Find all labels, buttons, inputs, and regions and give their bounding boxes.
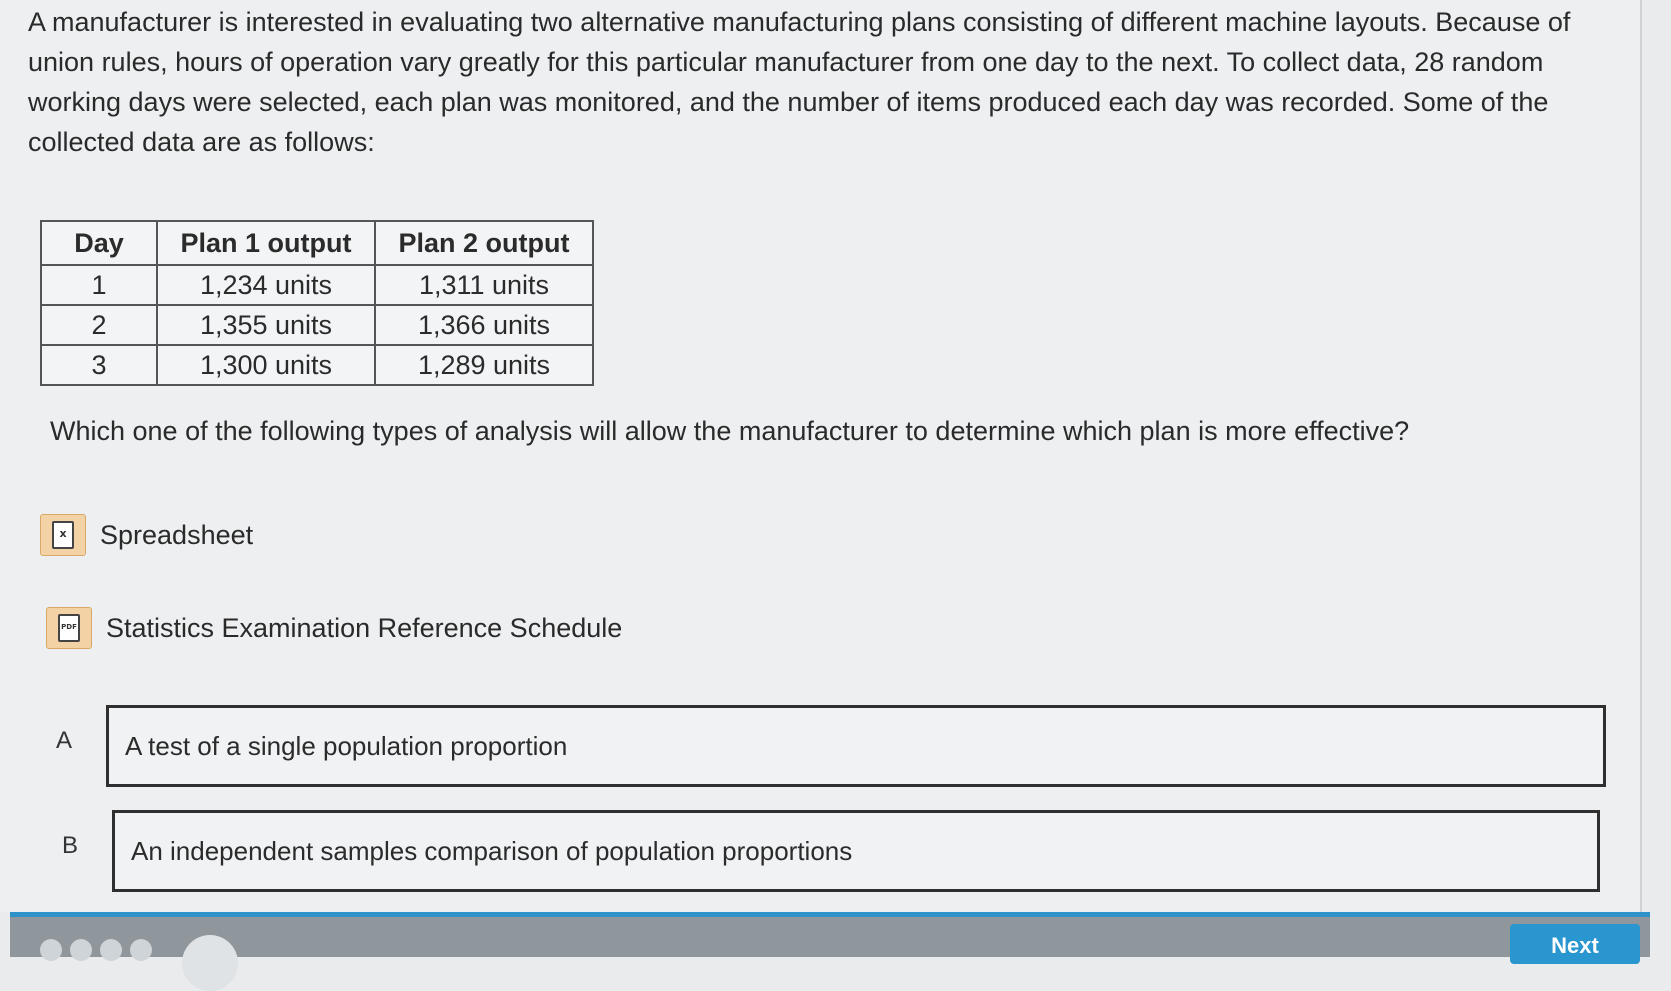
- option-letter-a: A: [56, 727, 73, 754]
- footer-tool-icons: [40, 939, 152, 961]
- table-row: [41, 305, 593, 345]
- reference-schedule-label: Statistics Examination Reference Schedule: [106, 612, 623, 643]
- answer-option-a[interactable]: [106, 705, 1606, 787]
- option-text-a: A test of a single population proportion: [125, 730, 568, 761]
- table-cell-plan-1: 1,300 units: [157, 345, 375, 385]
- answer-option-b[interactable]: [112, 810, 1600, 892]
- table-row: [41, 345, 593, 385]
- spreadsheet-icon-glyph: x: [52, 521, 74, 549]
- tool-icon[interactable]: [100, 939, 122, 961]
- calculator-icon[interactable]: [182, 935, 238, 991]
- next-button[interactable]: Next: [1510, 924, 1640, 964]
- column-header-plan-2: Plan 2 output: [375, 221, 593, 265]
- column-header-day: Day: [41, 221, 157, 265]
- table-cell-plan-2: 1,366 units: [375, 305, 593, 345]
- table-cell-day: 1: [41, 265, 157, 305]
- table-cell-plan-1: 1,234 units: [157, 265, 375, 305]
- column-header-plan-1: Plan 1 output: [157, 221, 375, 265]
- table-cell-plan-2: 1,311 units: [375, 265, 593, 305]
- pdf-icon-glyph: PDF: [58, 614, 80, 642]
- tool-icon[interactable]: [70, 939, 92, 961]
- tool-icon[interactable]: [40, 939, 62, 961]
- data-table: [40, 220, 594, 386]
- table-cell-day: 3: [41, 345, 157, 385]
- table-cell-day: 2: [41, 305, 157, 345]
- option-text-b: An independent samples comparison of population proportions: [131, 835, 853, 866]
- footer-toolbar: [10, 912, 1650, 957]
- tool-icon[interactable]: [130, 939, 152, 961]
- table-cell-plan-1: 1,355 units: [157, 305, 375, 345]
- pdf-icon: [46, 607, 92, 649]
- spreadsheet-label: Spreadsheet: [100, 519, 254, 550]
- spreadsheet-icon: [40, 514, 86, 556]
- table-header-row: [41, 221, 593, 265]
- question-prompt: Which one of the following types of analysis will allow the manufacturer to determine which plan is more effective?: [50, 416, 1410, 446]
- option-letter-b: B: [62, 832, 79, 859]
- table-cell-plan-2: 1,289 units: [375, 345, 593, 385]
- reference-schedule-link[interactable]: [46, 607, 622, 649]
- question-stem: A manufacturer is interested in evaluating two alternative manufacturing plans consisting of different machine layouts. Because of union rules, hours of operation vary greatly for this particular manufacturer from one day to the next. To collect data, 28 random working days were selected, each plan was monitored, and the number of items produced each day was recorded. Some of the collected data are as follows:: [28, 7, 1571, 157]
- table-row: [41, 265, 593, 305]
- spreadsheet-link[interactable]: [40, 514, 253, 556]
